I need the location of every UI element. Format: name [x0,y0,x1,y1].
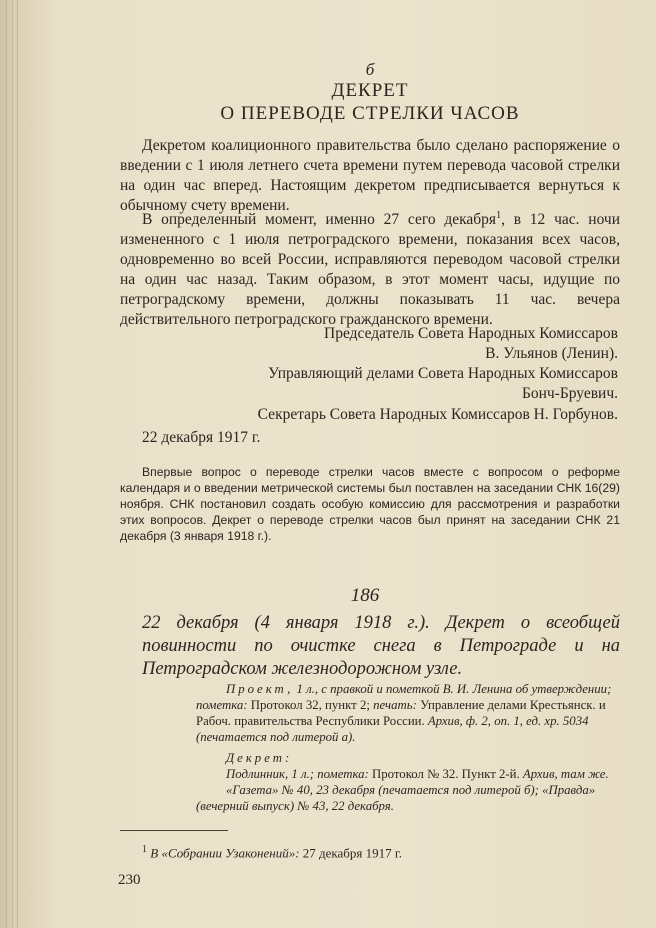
section-letter: б [365,60,375,79]
original-desc: Подлинник, 1 л.; пометка: [226,767,369,781]
footnote-date: 27 декабря 1917 г. [299,845,403,861]
chairman-name: В. Ульянов (Ленин). [485,345,618,362]
entry-heading-text: 22 декабря (4 января 1918 г.). Декрет о всеобщей повинности по очистке снега в Петрограде и на Петроградском железнодорожном узле. [142,613,620,679]
manager-name: Бонч-Бруевич. [521,385,618,402]
source-original [196,766,618,782]
original-protocol: Протокол № 32. Пункт 2-й. [368,767,523,781]
paragraph-2 [120,206,620,330]
page-edge-line [6,0,7,928]
chairman-title: Председатель Совета Народных Комиссаров [324,325,618,342]
draft-desc: 1 л., с правкой и пометкой В. И. Ленина об утверждении; пометка: [196,682,612,712]
footnote-divider [120,830,228,831]
signature-secretary: Секретарь Совета Народных Комиссаров Н. Горбунов. [257,406,618,423]
footnote [142,844,592,861]
footnote-mark: 1 [142,844,147,855]
draft-seal-label: печать: [373,698,417,712]
decree-title-line1: ДЕКРЕТ [331,80,409,101]
entry-number: 186 [350,585,380,606]
signature-manager [200,364,618,404]
page-edge-line [12,0,13,928]
page-edge-line [17,0,18,928]
paragraph-1 [120,136,620,216]
editorial-note [120,464,620,544]
decree-date: 22 декабря 1917 г. [142,429,261,446]
signature-chairman [200,324,618,364]
source-draft [196,681,618,745]
decree-label-row [196,750,618,766]
original-archive: Архив, там же. [522,767,609,781]
page-number: 230 [118,872,141,888]
entry-heading [142,612,620,681]
draft-protocol: Протокол 32, пункт 2; [247,698,374,712]
footnote-ref: 1 [496,210,502,221]
draft-archive: Архив, ф. 2, оп. 1, ед. хр. 5034 (печатается под литерой а). [196,714,589,744]
footnote-italic: В «Собрании Узаконений»: [150,845,300,861]
draft-seal: Управление делами Крестьянск. и Рабоч. правительства Республики России. [196,698,606,728]
editorial-note-text: Впервые вопрос о переводе стрелки часов вместе с вопросом о реформе календаря и о введении метрической системы был поставлен на заседании СНК 16(29) ноября. СНК постановил создать особую комиссию для рассмотрения и разработки этих вопросов. Декрет о переводе стрелки часов был принят на заседании СНК 21 декабря (3 января 1918 г.). [120,465,620,543]
draft-label: Проект, [226,682,294,696]
manager-title: Управляющий делами Совета Народных Комиссаров [268,365,618,382]
paragraph-1-text: Декретом коалиционного правительства было сделано распоряжение о введении с 1 июля летнего счета времени путем перевода часовой стрелки на один час вперед. Настоящим декретом предписывается вернуться к обычному счету времени. [120,137,620,214]
print-sources: «Газета» № 40, 23 декабря (печатается под литерой б); «Правда» (вечерний выпуск) № 43, 22 декабря. [196,783,596,813]
decree-title-line2: О ПЕРЕВОДЕ СТРЕЛКИ ЧАСОВ [220,103,520,124]
source-print [196,782,618,814]
paragraph-2-rest: , в 12 час. ночи измененного с 1 июля петроградского времени, показания всех часов, одновременно во всей России, исправляются переводом часовой стрелки на один час назад. Таким образом, в этот момент часы, идущие по петроградскому времени, должны показывать 11 час. вечера действительного петроградского гражданского времени. [120,211,621,329]
decree-label: Декрет: [226,751,293,765]
paragraph-2-start: В определенный момент, именно 27 сего декабря [142,211,497,229]
